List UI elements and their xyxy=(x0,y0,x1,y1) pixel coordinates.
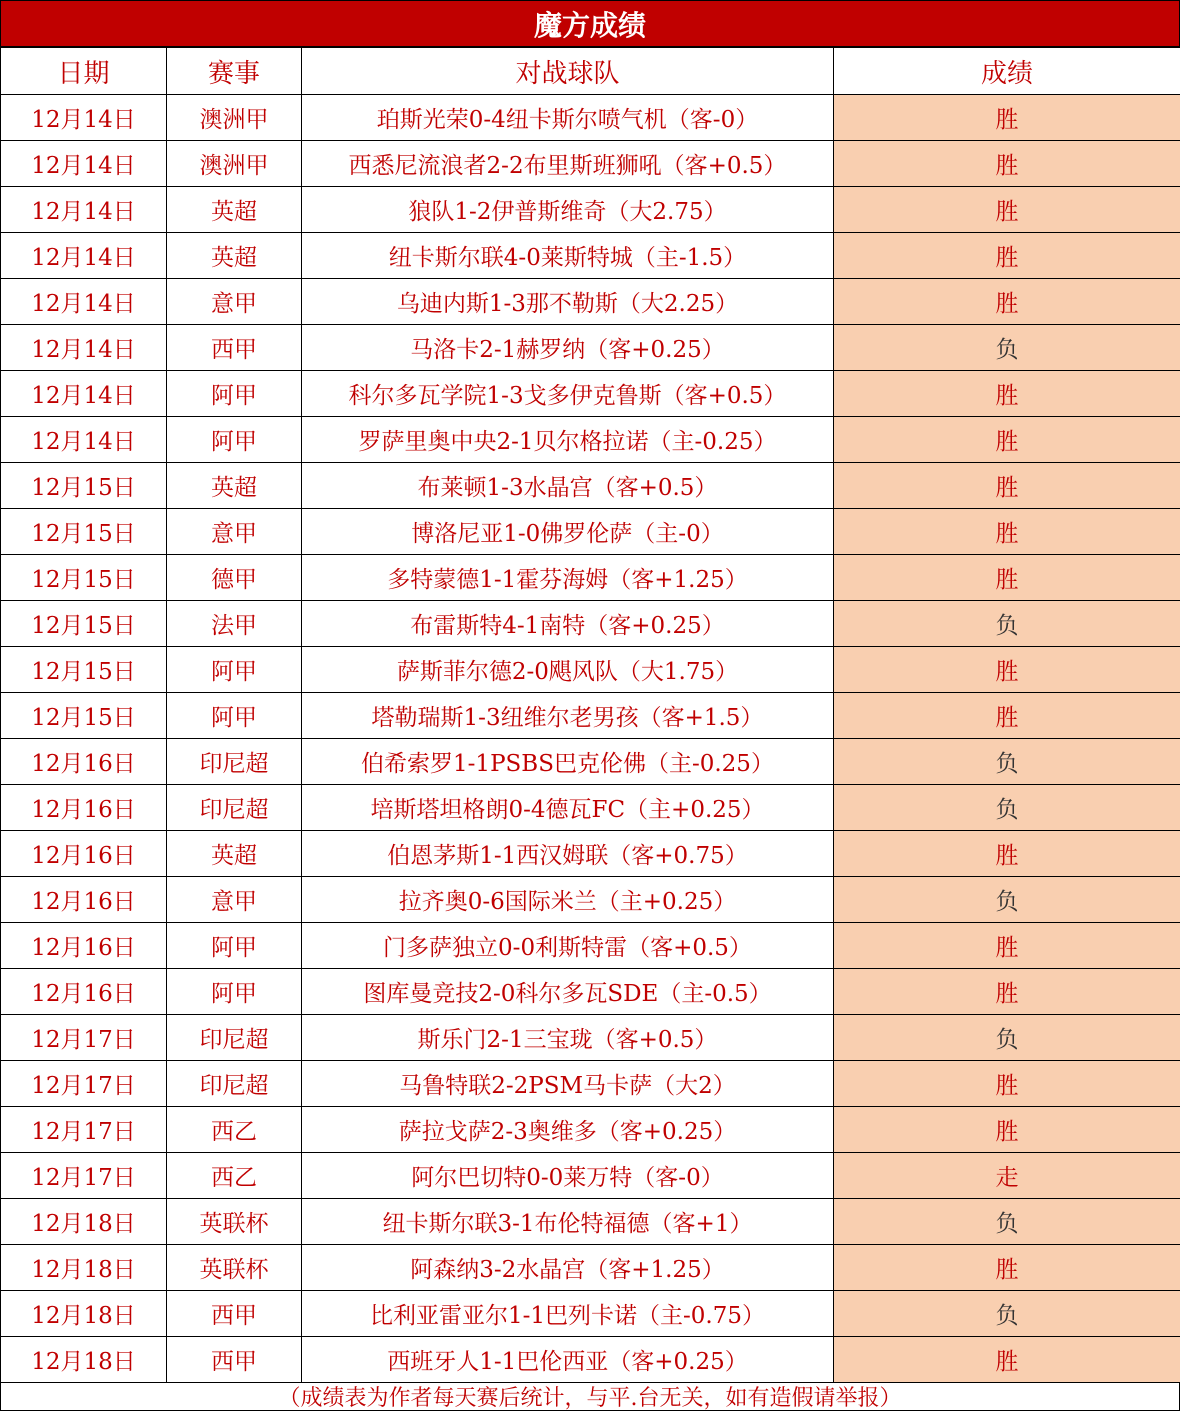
table-row xyxy=(1,555,1180,601)
league-cell: 印尼超 xyxy=(167,739,302,785)
league-cell: 意甲 xyxy=(167,279,302,325)
date-cell: 12月16日 xyxy=(1,877,167,923)
league-cell: 西甲 xyxy=(167,1337,302,1383)
result-cell: 胜 xyxy=(834,509,1180,555)
table-row xyxy=(1,325,1180,371)
table-row xyxy=(1,463,1180,509)
result-cell: 胜 xyxy=(834,187,1180,233)
league-cell: 西甲 xyxy=(167,1291,302,1337)
match-cell: 斯乐门2-1三宝珑（客+0.5） xyxy=(302,1015,834,1061)
date-cell: 12月17日 xyxy=(1,1153,167,1199)
league-cell: 阿甲 xyxy=(167,417,302,463)
result-cell: 负 xyxy=(834,739,1180,785)
league-cell: 英联杯 xyxy=(167,1199,302,1245)
date-cell: 12月18日 xyxy=(1,1245,167,1291)
results-body xyxy=(1,95,1180,1383)
table-row xyxy=(1,969,1180,1015)
match-cell: 马鲁特联2-2PSM马卡萨（大2） xyxy=(302,1061,834,1107)
date-cell: 12月14日 xyxy=(1,371,167,417)
result-cell: 胜 xyxy=(834,693,1180,739)
table-row xyxy=(1,877,1180,923)
league-cell: 阿甲 xyxy=(167,693,302,739)
match-cell: 培斯塔坦格朗0-4德瓦FC（主+0.25） xyxy=(302,785,834,831)
match-cell: 纽卡斯尔联4-0莱斯特城（主-1.5） xyxy=(302,233,834,279)
match-cell: 珀斯光荣0-4纽卡斯尔喷气机（客-0） xyxy=(302,95,834,141)
date-cell: 12月14日 xyxy=(1,95,167,141)
table-row xyxy=(1,417,1180,463)
header-league: 赛事 xyxy=(167,48,302,95)
results-table xyxy=(0,47,1180,1383)
date-cell: 12月15日 xyxy=(1,509,167,555)
result-cell: 胜 xyxy=(834,1107,1180,1153)
date-cell: 12月18日 xyxy=(1,1199,167,1245)
table-row xyxy=(1,1337,1180,1383)
league-cell: 澳洲甲 xyxy=(167,141,302,187)
table-row xyxy=(1,509,1180,555)
league-cell: 澳洲甲 xyxy=(167,95,302,141)
match-cell: 布雷斯特4-1南特（客+0.25） xyxy=(302,601,834,647)
table-row xyxy=(1,1153,1180,1199)
match-cell: 阿森纳3-2水晶宫（客+1.25） xyxy=(302,1245,834,1291)
date-cell: 12月15日 xyxy=(1,647,167,693)
league-cell: 印尼超 xyxy=(167,785,302,831)
league-cell: 印尼超 xyxy=(167,1061,302,1107)
match-cell: 阿尔巴切特0-0莱万特（客-0） xyxy=(302,1153,834,1199)
date-cell: 12月14日 xyxy=(1,417,167,463)
date-cell: 12月15日 xyxy=(1,463,167,509)
result-cell: 胜 xyxy=(834,417,1180,463)
result-cell: 负 xyxy=(834,1015,1180,1061)
header-result: 成绩 xyxy=(834,48,1180,95)
result-cell: 胜 xyxy=(834,1245,1180,1291)
league-cell: 西乙 xyxy=(167,1153,302,1199)
table-row xyxy=(1,95,1180,141)
match-cell: 萨斯菲尔德2-0飓风队（大1.75） xyxy=(302,647,834,693)
date-cell: 12月17日 xyxy=(1,1015,167,1061)
header-date: 日期 xyxy=(1,48,167,95)
match-cell: 狼队1-2伊普斯维奇（大2.75） xyxy=(302,187,834,233)
date-cell: 12月14日 xyxy=(1,233,167,279)
league-cell: 阿甲 xyxy=(167,647,302,693)
table-row xyxy=(1,601,1180,647)
result-cell: 胜 xyxy=(834,233,1180,279)
league-cell: 英超 xyxy=(167,187,302,233)
result-cell: 胜 xyxy=(834,141,1180,187)
match-cell: 塔勒瑞斯1-3纽维尔老男孩（客+1.5） xyxy=(302,693,834,739)
match-cell: 门多萨独立0-0利斯特雷（客+0.5） xyxy=(302,923,834,969)
league-cell: 印尼超 xyxy=(167,1015,302,1061)
date-cell: 12月16日 xyxy=(1,785,167,831)
header-match: 对战球队 xyxy=(302,48,834,95)
date-cell: 12月14日 xyxy=(1,187,167,233)
header-row xyxy=(1,48,1180,95)
league-cell: 阿甲 xyxy=(167,969,302,1015)
result-cell: 负 xyxy=(834,325,1180,371)
match-cell: 萨拉戈萨2-3奥维多（客+0.25） xyxy=(302,1107,834,1153)
table-row xyxy=(1,1107,1180,1153)
result-cell: 走 xyxy=(834,1153,1180,1199)
table-row xyxy=(1,1199,1180,1245)
table-row xyxy=(1,831,1180,877)
result-cell: 胜 xyxy=(834,555,1180,601)
table-row xyxy=(1,279,1180,325)
result-cell: 胜 xyxy=(834,923,1180,969)
match-cell: 西班牙人1-1巴伦西亚（客+0.25） xyxy=(302,1337,834,1383)
date-cell: 12月15日 xyxy=(1,601,167,647)
league-cell: 法甲 xyxy=(167,601,302,647)
result-cell: 胜 xyxy=(834,463,1180,509)
table-row xyxy=(1,693,1180,739)
table-row xyxy=(1,1061,1180,1107)
result-cell: 胜 xyxy=(834,95,1180,141)
league-cell: 意甲 xyxy=(167,509,302,555)
table-row xyxy=(1,141,1180,187)
league-cell: 西甲 xyxy=(167,325,302,371)
table-row xyxy=(1,923,1180,969)
match-cell: 西悉尼流浪者2-2布里斯班狮吼（客+0.5） xyxy=(302,141,834,187)
match-cell: 拉齐奥0-6国际米兰（主+0.25） xyxy=(302,877,834,923)
table-row xyxy=(1,647,1180,693)
league-cell: 阿甲 xyxy=(167,923,302,969)
league-cell: 英超 xyxy=(167,463,302,509)
result-cell: 胜 xyxy=(834,647,1180,693)
date-cell: 12月18日 xyxy=(1,1337,167,1383)
result-cell: 胜 xyxy=(834,371,1180,417)
league-cell: 英超 xyxy=(167,831,302,877)
date-cell: 12月17日 xyxy=(1,1061,167,1107)
result-cell: 负 xyxy=(834,877,1180,923)
match-cell: 伯恩茅斯1-1西汉姆联（客+0.75） xyxy=(302,831,834,877)
sheet-title: 魔方成绩 xyxy=(0,0,1180,47)
league-cell: 阿甲 xyxy=(167,371,302,417)
match-cell: 多特蒙德1-1霍芬海姆（客+1.25） xyxy=(302,555,834,601)
result-cell: 胜 xyxy=(834,969,1180,1015)
date-cell: 12月18日 xyxy=(1,1291,167,1337)
result-cell: 负 xyxy=(834,1291,1180,1337)
date-cell: 12月15日 xyxy=(1,693,167,739)
result-cell: 胜 xyxy=(834,279,1180,325)
table-row xyxy=(1,1015,1180,1061)
match-cell: 伯希索罗1-1PSBS巴克伦佛（主-0.25） xyxy=(302,739,834,785)
date-cell: 12月16日 xyxy=(1,923,167,969)
league-cell: 西乙 xyxy=(167,1107,302,1153)
date-cell: 12月16日 xyxy=(1,969,167,1015)
result-cell: 负 xyxy=(834,601,1180,647)
league-cell: 英联杯 xyxy=(167,1245,302,1291)
match-cell: 科尔多瓦学院1-3戈多伊克鲁斯（客+0.5） xyxy=(302,371,834,417)
table-row xyxy=(1,739,1180,785)
result-cell: 胜 xyxy=(834,1061,1180,1107)
match-cell: 马洛卡2-1赫罗纳（客+0.25） xyxy=(302,325,834,371)
table-row xyxy=(1,1291,1180,1337)
match-cell: 图库曼竞技2-0科尔多瓦SDE（主-0.5） xyxy=(302,969,834,1015)
date-cell: 12月15日 xyxy=(1,555,167,601)
table-row xyxy=(1,371,1180,417)
date-cell: 12月17日 xyxy=(1,1107,167,1153)
match-cell: 布莱顿1-3水晶宫（客+0.5） xyxy=(302,463,834,509)
league-cell: 意甲 xyxy=(167,877,302,923)
date-cell: 12月14日 xyxy=(1,141,167,187)
match-cell: 罗萨里奥中央2-1贝尔格拉诺（主-0.25） xyxy=(302,417,834,463)
result-cell: 胜 xyxy=(834,831,1180,877)
result-cell: 负 xyxy=(834,785,1180,831)
match-cell: 博洛尼亚1-0佛罗伦萨（主-0） xyxy=(302,509,834,555)
table-row xyxy=(1,1245,1180,1291)
league-cell: 英超 xyxy=(167,233,302,279)
date-cell: 12月16日 xyxy=(1,831,167,877)
table-row xyxy=(1,785,1180,831)
date-cell: 12月16日 xyxy=(1,739,167,785)
result-cell: 负 xyxy=(834,1199,1180,1245)
date-cell: 12月14日 xyxy=(1,279,167,325)
table-row xyxy=(1,187,1180,233)
league-cell: 德甲 xyxy=(167,555,302,601)
match-cell: 纽卡斯尔联3-1布伦特福德（客+1） xyxy=(302,1199,834,1245)
result-cell: 胜 xyxy=(834,1337,1180,1383)
match-cell: 乌迪内斯1-3那不勒斯（大2.25） xyxy=(302,279,834,325)
disclaimer-footer: （成绩表为作者每天赛后统计，与平.台无关，如有造假请举报） xyxy=(0,1382,1180,1411)
match-cell: 比利亚雷亚尔1-1巴列卡诺（主-0.75） xyxy=(302,1291,834,1337)
date-cell: 12月14日 xyxy=(1,325,167,371)
table-row xyxy=(1,233,1180,279)
